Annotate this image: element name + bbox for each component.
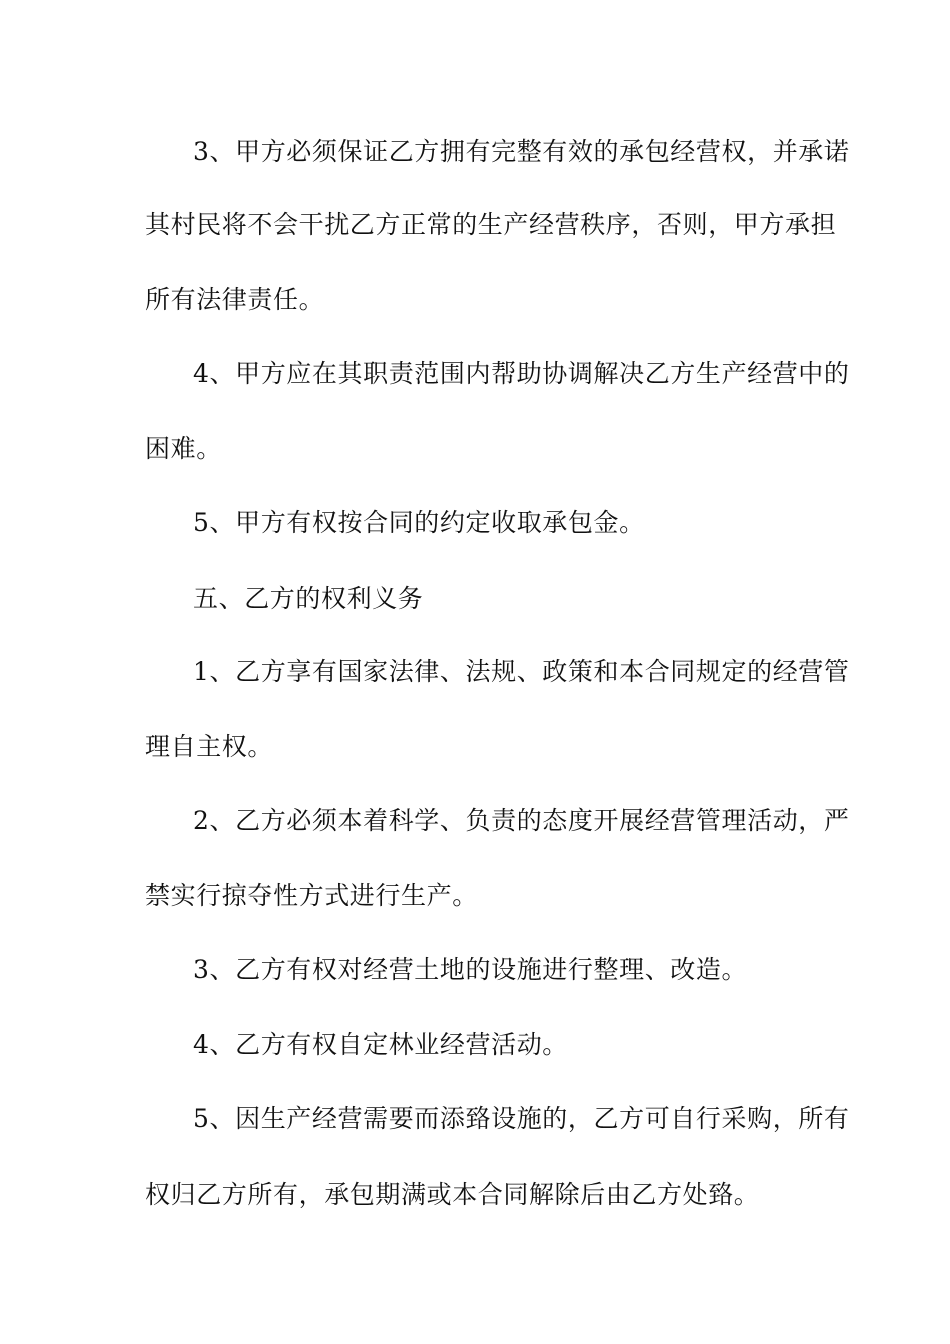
paragraph-4-line-1: 4、甲方应在其职责范围内帮助协调解决乙方生产经营中的 <box>193 359 850 388</box>
item-5-line-1: 5、因生产经营需要而添臵设施的，乙方可自行采购，所有 <box>193 1104 850 1133</box>
paragraph-3-line-1: 3、甲方必须保证乙方拥有完整有效的承包经营权，并承诺 <box>193 137 850 166</box>
paragraph-3-line-3: 所有法律责任。 <box>145 285 325 314</box>
paragraph-5-line-1: 5、甲方有权按合同的约定收取承包金。 <box>193 508 645 537</box>
item-4-line-1: 4、乙方有权自定林业经营活动。 <box>193 1030 568 1059</box>
item-1-line-1: 1、乙方享有国家法律、法规、政策和本合同规定的经营管 <box>193 657 850 686</box>
item-1-line-2: 理自主权。 <box>145 732 274 761</box>
paragraph-3-line-2: 其村民将不会干扰乙方正常的生产经营秩序，否则，甲方承担 <box>145 210 837 239</box>
item-2-line-1: 2、乙方必须本着科学、负责的态度开展经营管理活动，严 <box>193 806 850 835</box>
item-2-line-2: 禁实行掠夺性方式进行生产。 <box>145 881 478 910</box>
item-3-line-1: 3、乙方有权对经营土地的设施进行整理、改造。 <box>193 955 748 984</box>
section-heading: 五、乙方的权利义务 <box>193 584 424 613</box>
item-5-line-2: 权归乙方所有，承包期满或本合同解除后由乙方处臵。 <box>145 1180 760 1209</box>
paragraph-4-line-2: 困难。 <box>145 434 222 463</box>
